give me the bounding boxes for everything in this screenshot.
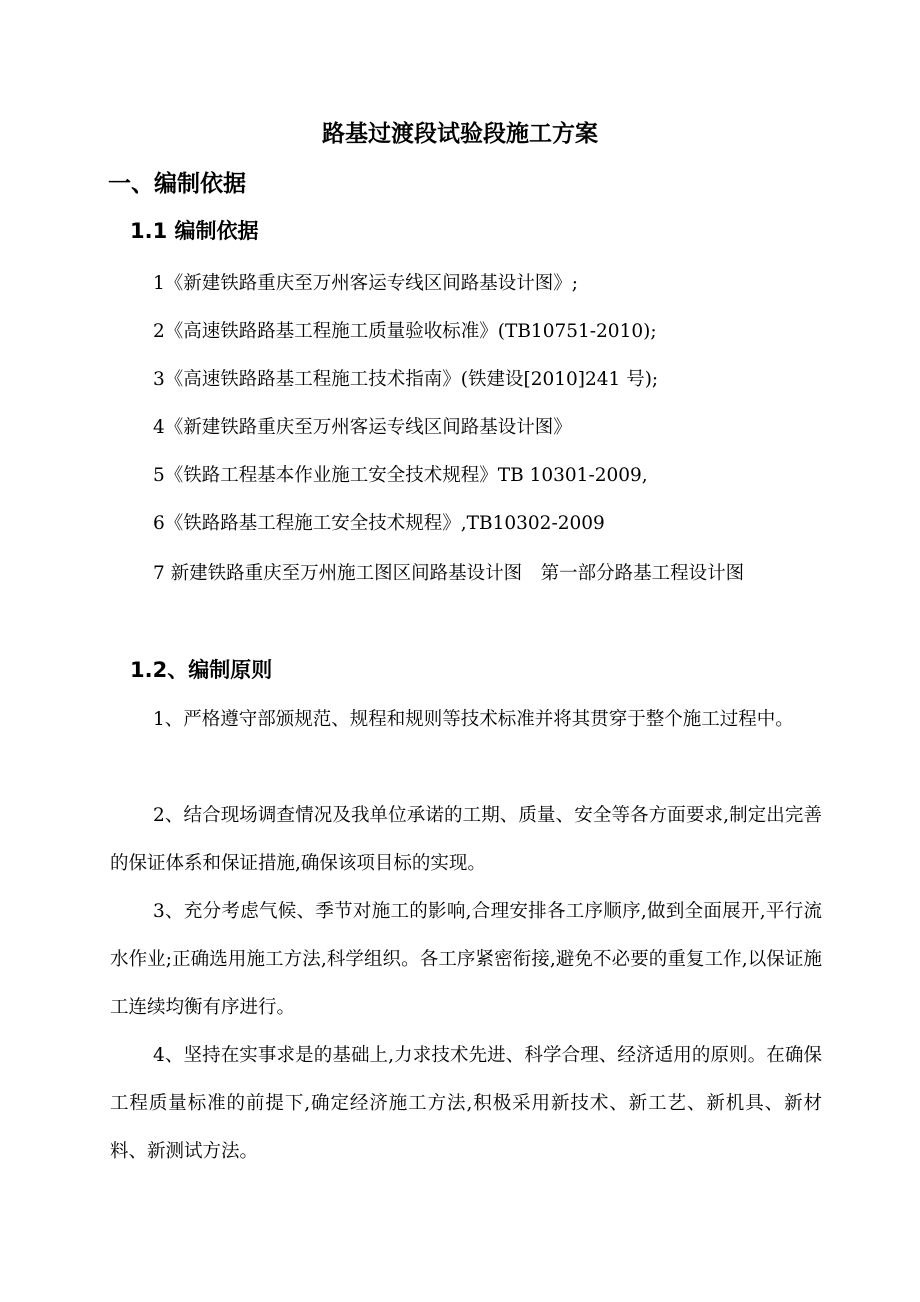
reference-item: 1《新建铁路重庆至万州客运专线区间路基设计图》; bbox=[153, 273, 579, 294]
reference-item: 6《铁路路基工程施工安全技术规程》,TB10302-2009 bbox=[153, 513, 605, 534]
reference-item: 5《铁路工程基本作业施工安全技术规程》TB 10301-2009, bbox=[153, 465, 648, 486]
subsection-heading-1-1: 1.1 编制依据 bbox=[130, 219, 259, 243]
reference-item: 3《高速铁路路基工程施工技术指南》(铁建设[2010]241 号); bbox=[153, 369, 659, 390]
document-title: 路基过渡段试验段施工方案 bbox=[322, 121, 598, 147]
reference-item: 2《高速铁路路基工程施工质量验收标准》(TB10751-2010); bbox=[153, 321, 657, 342]
reference-item: 7 新建铁路重庆至万州施工图区间路基设计图 第一部分路基工程设计图 bbox=[153, 563, 745, 584]
principle-paragraph: 3、充分考虑气候、季节对施工的影响,合理安排各工序顺序,做到全面展开,平行流水作业;正确选用施工方法,科学组织。各工序紧密衔接,避免不必要的重复工作,以保证施工连续均衡有序进行。 bbox=[110, 901, 822, 1018]
subsection-heading-1-2: 1.2、编制原则 bbox=[130, 658, 273, 682]
principle-paragraph: 2、结合现场调查情况及我单位承诺的工期、质量、安全等各方面要求,制定出完善的保证体系和保证措施,确保该项目标的实现。 bbox=[110, 805, 822, 874]
principle-paragraph: 4、坚持在实事求是的基础上,力求技术先进、科学合理、经济适用的原则。在确保工程质量标准的前提下,确定经济施工方法,积极采用新技术、新工艺、新机具、新材料、新测试方法。 bbox=[110, 1045, 822, 1162]
section-heading-basis: 一、编制依据 bbox=[108, 171, 246, 197]
reference-item: 4《新建铁路重庆至万州客运专线区间路基设计图》 bbox=[153, 417, 572, 438]
principle-paragraph: 1、严格遵守部颁规范、规程和规则等技术标准并将其贯穿于整个施工过程中。 bbox=[153, 709, 794, 730]
